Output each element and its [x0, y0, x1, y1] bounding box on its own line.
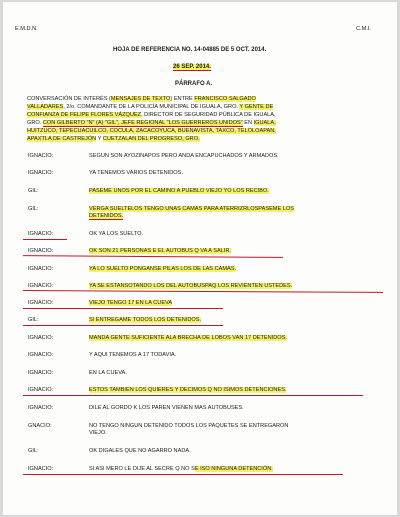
speaker-label: IGNACIO:	[28, 231, 54, 237]
intro-highlight: APAXTLA DE CASTREJÓN	[27, 136, 97, 142]
section-heading: PÁRRAFO A.	[175, 81, 213, 87]
message-highlight: SI ASI MERO LE DIJE AL SECRE Q NO SE ISO NINGUNA DETENCIÓN.	[89, 466, 273, 472]
message-highlight: YA LO SUELTO PONGANSE PILAS LOS DE LAS CAMAS.	[89, 266, 237, 272]
intro-highlight: CONFIANZA DE FELIPE FLORES VÁZQUEZ	[27, 112, 142, 118]
intro-highlight: HUITZUCO, TEPECUACUILCO, COCULA, ZACACOYUCA, BUENAVISTA, TAXCO, TELOLOAPAN,	[27, 128, 276, 134]
message-line: NO TENGO NINGUN DETENIDO TODOS LOS PAQUETES SE ENTREGARON	[89, 423, 289, 429]
message-text-highlighted	[89, 300, 379, 307]
message-highlight: YA SE ESTANSOTANDO LOS DEL AUTOBUSPAQ LOS REVIENTEN USTEDES.	[89, 283, 293, 289]
intro-line-1	[27, 96, 256, 103]
intro-highlight: Y GENTE DE	[239, 104, 274, 110]
speaker-label: IGNACIO:	[28, 370, 54, 376]
speaker-label: IGNACIO:	[28, 170, 54, 176]
message-highlight: VIEJO TENGO 17 EN LA CUEVA	[89, 300, 173, 306]
message-text-highlighted	[89, 335, 379, 342]
message-text: OK YA LOS SUELTO.	[89, 231, 143, 237]
red-underline	[23, 308, 223, 309]
document-date	[173, 64, 211, 71]
intro-text: , 2/o. COMANDANTE DE LA POLICÍA MUNICIPAL DE IGUALA, GRO.	[63, 104, 240, 110]
message-text	[89, 423, 379, 437]
document-page	[3, 2, 397, 515]
intro-highlight: MENSAJES DE TEXTO	[110, 96, 171, 102]
intro-highlight: IGUALA,	[253, 120, 276, 126]
intro-highlight: VALLADARES	[27, 104, 64, 110]
speaker-label: IGNACIO:	[28, 335, 54, 341]
intro-text: CONVERSACIÓN DE INTERÉS (	[27, 96, 111, 102]
message-text-highlighted	[89, 466, 379, 473]
document-date-text: 26 SEP. 2014.	[173, 64, 211, 70]
message-highlight: DETENIDOS.	[89, 213, 124, 219]
intro-highlight: CON GILBERTO "N" (A) "GIL", JEFE REGIONAL "LOS GUERREROS UNIDOS"	[42, 120, 243, 126]
speaker-label: IGNACIO:	[28, 300, 54, 306]
message-text-highlighted	[89, 248, 379, 255]
speaker-label: IGNACIO:	[28, 405, 54, 411]
message-text-highlighted	[89, 317, 379, 324]
message-text: Y AQUI TENEMOS A 17 TODAVIA.	[89, 352, 177, 358]
intro-text: EN	[242, 120, 254, 126]
red-underline	[23, 255, 283, 258]
speaker-label: IGNACIO:	[28, 153, 54, 159]
message-text: DILE AL GORDO K LOS PAREN VIENEN MAS AUTOBUSES.	[89, 405, 244, 411]
intro-highlight: FRANCISCO SALGADO	[194, 96, 256, 102]
message-text-highlighted	[89, 188, 379, 195]
speaker-label: GIL:	[28, 188, 39, 194]
intro-line-6	[27, 136, 200, 143]
message-highlight: PASEME UNOS POR EL CAMINO A PUEBLO VIEJO YO LOS RECIBO.	[89, 188, 269, 194]
message-line: VIEJO.	[89, 430, 107, 436]
header-left-code: E.M.D.N.	[15, 26, 38, 32]
intro-line-2	[27, 104, 273, 111]
message-highlight: VERGA SUELTELOS TENGO UNAS CAMAS PARA ATERRIZRLOSPASEME LOS	[89, 206, 294, 212]
intro-line-5	[27, 128, 276, 135]
message-highlight: OK SON 21 PERSONAS E EL AUTOBUS Q VA A SALIR.	[89, 248, 231, 254]
intro-highlight: CUETZALAN DEL PROGRESO, GRO.	[102, 136, 200, 142]
message-text-highlighted	[89, 283, 379, 290]
intro-line-4	[27, 120, 276, 127]
speaker-label: GIL:	[28, 448, 39, 454]
message-highlight: MANDA GENTE SUFICIENTE ALA BRECHA DE LOBOS VAN 17 DETENIDOS.	[89, 335, 287, 341]
speaker-label: IGNACIO:	[28, 266, 54, 272]
speaker-label: GNACIO:	[28, 423, 52, 429]
message-text: OK DIGALES QUE NO AGARRO NADA.	[89, 448, 191, 454]
speaker-label: GIL:	[28, 206, 39, 212]
message-highlight: SI ENTREGAME TODOS LOS DETENIDOS.	[89, 317, 202, 323]
intro-text: ) ENTRE	[170, 96, 195, 102]
red-underline	[23, 474, 343, 475]
intro-text: GRO.	[27, 120, 43, 126]
red-underline	[23, 290, 383, 293]
intro-text: Y	[96, 136, 103, 142]
intro-line-3	[27, 112, 276, 119]
message-text-highlighted	[89, 206, 379, 220]
speaker-label: IGNACIO:	[28, 387, 54, 393]
header-right-code: C.M.I.	[356, 26, 371, 32]
red-underline	[23, 395, 363, 396]
red-underline	[23, 239, 67, 240]
message-text-highlighted	[89, 387, 379, 394]
speaker-label: IGNACIO:	[28, 466, 54, 472]
speaker-label: GIL:	[28, 317, 39, 323]
document-title: HOJA DE REFERENCIA NO. 14-04885 DE 5 OCT. 2014.	[113, 47, 267, 53]
speaker-label: IGNACIO:	[28, 248, 54, 254]
speaker-label: IGNACIO:	[28, 283, 54, 289]
red-underline	[23, 325, 223, 326]
message-text: YA TENEMOS VARIOS DETENIDOS.	[89, 170, 183, 176]
message-text: EN LA CUEVA.	[89, 370, 127, 376]
speaker-label: IGNACIO:	[28, 352, 54, 358]
message-text-highlighted	[89, 266, 379, 273]
message-highlight: ESTOS TAMBIEN LOS QUIERES Y DECIMOS Q NO ISIMOS DETENCIONES.	[89, 387, 287, 393]
intro-text: , DIRECTOR DE SEGURIDAD PÚBLICA DE IGUALA,	[141, 112, 276, 118]
message-text: SEGUN SON AYOZINAPOS PERO ANDA ENCAPUCHADOS Y ARMADOS.	[89, 153, 279, 159]
